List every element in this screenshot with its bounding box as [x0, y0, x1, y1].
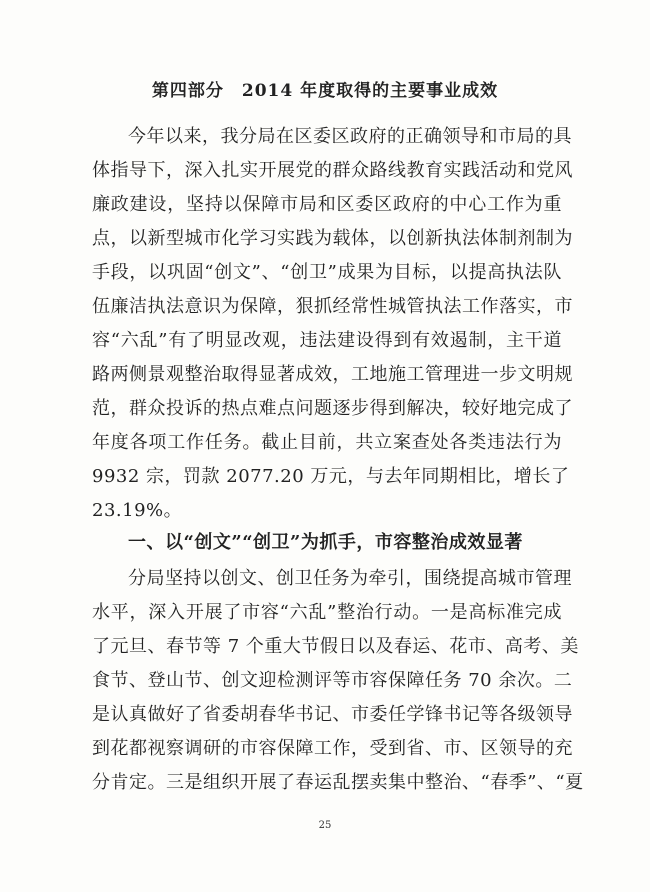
- paragraph-line: 了元旦、春节等 7 个重大节假日以及春运、花市、高考、美: [92, 636, 579, 657]
- paragraph-line: 食节、登山节、创文迎检测评等市容保障任务 70 余次。二: [92, 670, 573, 691]
- paragraph-line: 手段，以巩固“创文”、“创卫”成果为目标，以提高执法队: [92, 262, 562, 283]
- paragraph-line: 廉政建设，坚持以保障市局和区委区政府的中心工作为重: [92, 194, 562, 215]
- paragraph-line: 到花都视察调研的市容保障工作，受到省、市、区领导的充: [92, 738, 573, 759]
- paragraph-line: 是认真做好了省委胡春华书记、市委任学锋书记等各级领导: [92, 704, 573, 725]
- paragraph-line: 年度各项工作任务。截止目前，共立案查处各类违法行为: [92, 432, 562, 453]
- heading-part: 第四部分: [151, 81, 224, 101]
- paragraph-line: 容“六乱”有了明显改观，违法建设得到有效遏制，主干道: [92, 330, 562, 351]
- paragraph-line: 伍廉洁执法意识为保障，狠抓经常性城管执法工作落实，市: [92, 296, 573, 317]
- paragraph-line: 体指导下，深入扎实开展党的群众路线教育实践活动和党风: [92, 160, 573, 181]
- heading-title: 2014 年度取得的主要事业成效: [241, 81, 499, 101]
- paragraph-line: 9932 宗，罚款 2077.20 万元，与去年同期相比，增长了: [92, 466, 570, 487]
- paragraph-line: 路两侧景观整治取得显著成效，工地施工管理进一步文明规: [92, 364, 573, 385]
- page-heading: [0, 76, 650, 101]
- section-heading: 一、以“创文”“创卫”为抓手，市容整治成效显著: [128, 532, 523, 553]
- page-number: 25: [318, 820, 332, 831]
- paragraph-line: 今年以来，我分局在区委区政府的正确领导和市局的具: [128, 126, 572, 147]
- paragraph-line: 水平，深入开展了市容“六乱”整治行动。一是高标准完成: [92, 602, 562, 623]
- paragraph-line: 23.19%。: [92, 500, 183, 521]
- paragraph-line: 点，以新型城市化学习实践为载体，以创新执法体制剂制为: [92, 228, 573, 249]
- paragraph-line: 分局坚持以创文、创卫任务为牵引，围绕提高城市管理: [128, 568, 572, 589]
- paragraph-line: 分肯定。三是组织开展了春运乱摆卖集中整治、“春季”、“夏: [92, 772, 584, 793]
- paragraph-line: 范，群众投诉的热点难点问题逐步得到解决，较好地完成了: [92, 398, 573, 419]
